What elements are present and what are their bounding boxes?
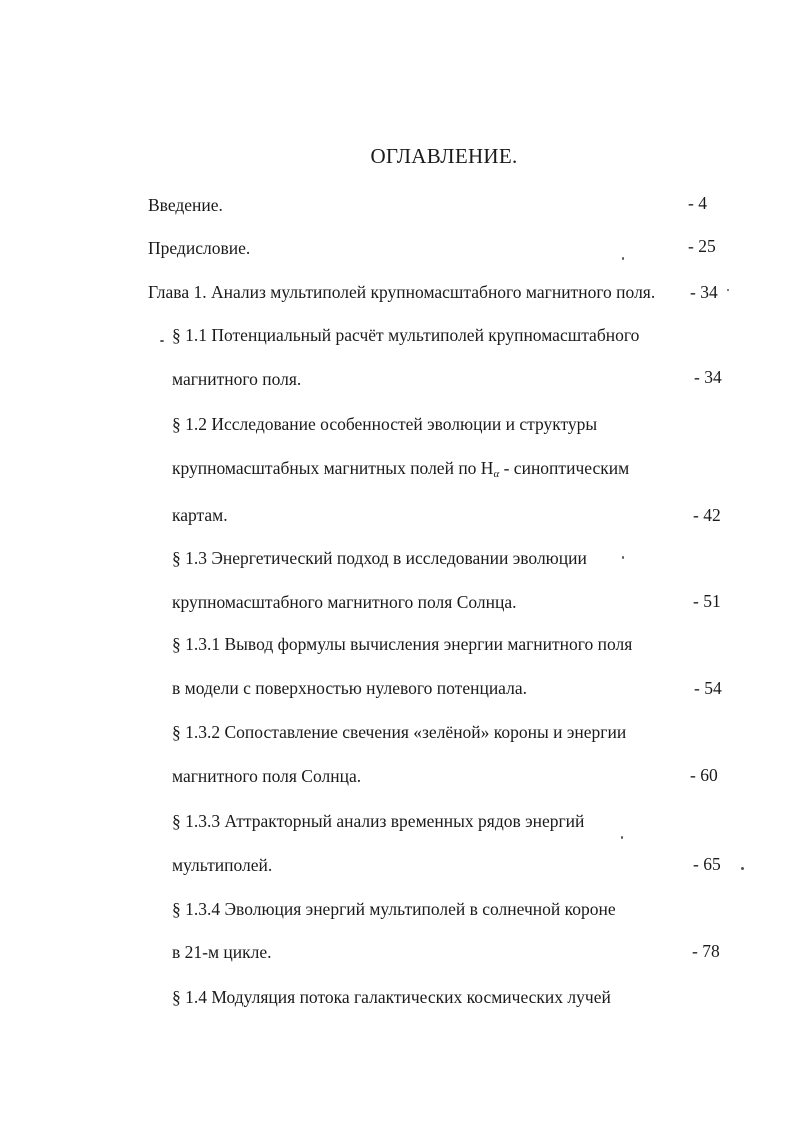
toc-preface-text: Предисловие. xyxy=(148,238,251,258)
toc-preface-page: - 25 xyxy=(688,236,716,256)
toc-s14-line1: § 1.4 Модуляция потока галактических космических лучей xyxy=(172,987,611,1007)
scan-speck xyxy=(621,836,623,839)
toc-s134-line1: § 1.3.4 Эволюция энергий мультиполей в солнечной короне xyxy=(172,899,616,919)
toc-s12-line3: картам. xyxy=(172,505,228,525)
toc-s131-page: - 54 xyxy=(694,678,722,698)
page-title: ОГЛАВЛЕНИЕ. xyxy=(370,144,518,168)
toc-s11-page: - 34 xyxy=(694,367,722,387)
scan-speck xyxy=(727,289,729,291)
toc-s13-line2: крупномасштабного магнитного поля Солнца. xyxy=(172,592,517,612)
toc-s12-line2-sub: α xyxy=(493,468,500,480)
toc-s133-page: - 65 xyxy=(693,854,721,874)
toc-s131-line2: в модели с поверхностью нулевого потенциала. xyxy=(172,678,527,698)
toc-s134-line2: в 21-м цикле. xyxy=(172,942,272,962)
toc-intro-page: - 4 xyxy=(688,193,707,213)
toc-chapter1-text: Глава 1. Анализ мультиполей крупномасштабного магнитного поля. xyxy=(148,282,656,302)
toc-s12-line2 xyxy=(172,457,629,479)
toc-s12-line2-a: крупномасштабных магнитных полей по Н xyxy=(172,458,494,478)
scan-speck xyxy=(622,257,624,260)
toc-s132-line2: магнитного поля Солнца. xyxy=(172,766,362,786)
toc-s131-line1: § 1.3.1 Вывод формулы вычисления энергии магнитного поля xyxy=(172,634,633,654)
toc-s12-page: - 42 xyxy=(693,505,721,525)
toc-s11-line2: магнитного поля. xyxy=(172,369,302,389)
toc-s12-line2-b: - синоптическим xyxy=(499,458,630,478)
scan-speck xyxy=(160,340,164,342)
toc-s133-line1: § 1.3.3 Аттракторный анализ временных рядов энергий xyxy=(172,811,585,831)
toc-s13-line1: § 1.3 Энергетический подход в исследовании эволюции xyxy=(172,548,587,568)
toc-s11-line1: § 1.1 Потенциальный расчёт мультиполей крупномасштабного xyxy=(172,325,640,345)
toc-chapter1-page: - 34 xyxy=(690,282,718,302)
scan-speck xyxy=(741,867,744,870)
toc-intro-text: Введение. xyxy=(148,195,223,215)
toc-s134-page: - 78 xyxy=(692,941,720,961)
scan-speck xyxy=(622,556,624,559)
toc-s12-line1: § 1.2 Исследование особенностей эволюции и структуры xyxy=(172,414,598,434)
toc-s133-line2: мультиполей. xyxy=(172,855,273,875)
toc-s13-page: - 51 xyxy=(693,591,721,611)
toc-s132-page: - 60 xyxy=(690,765,718,785)
toc-s132-line1: § 1.3.2 Сопоставление свечения «зелёной» короны и энергии xyxy=(172,722,627,742)
